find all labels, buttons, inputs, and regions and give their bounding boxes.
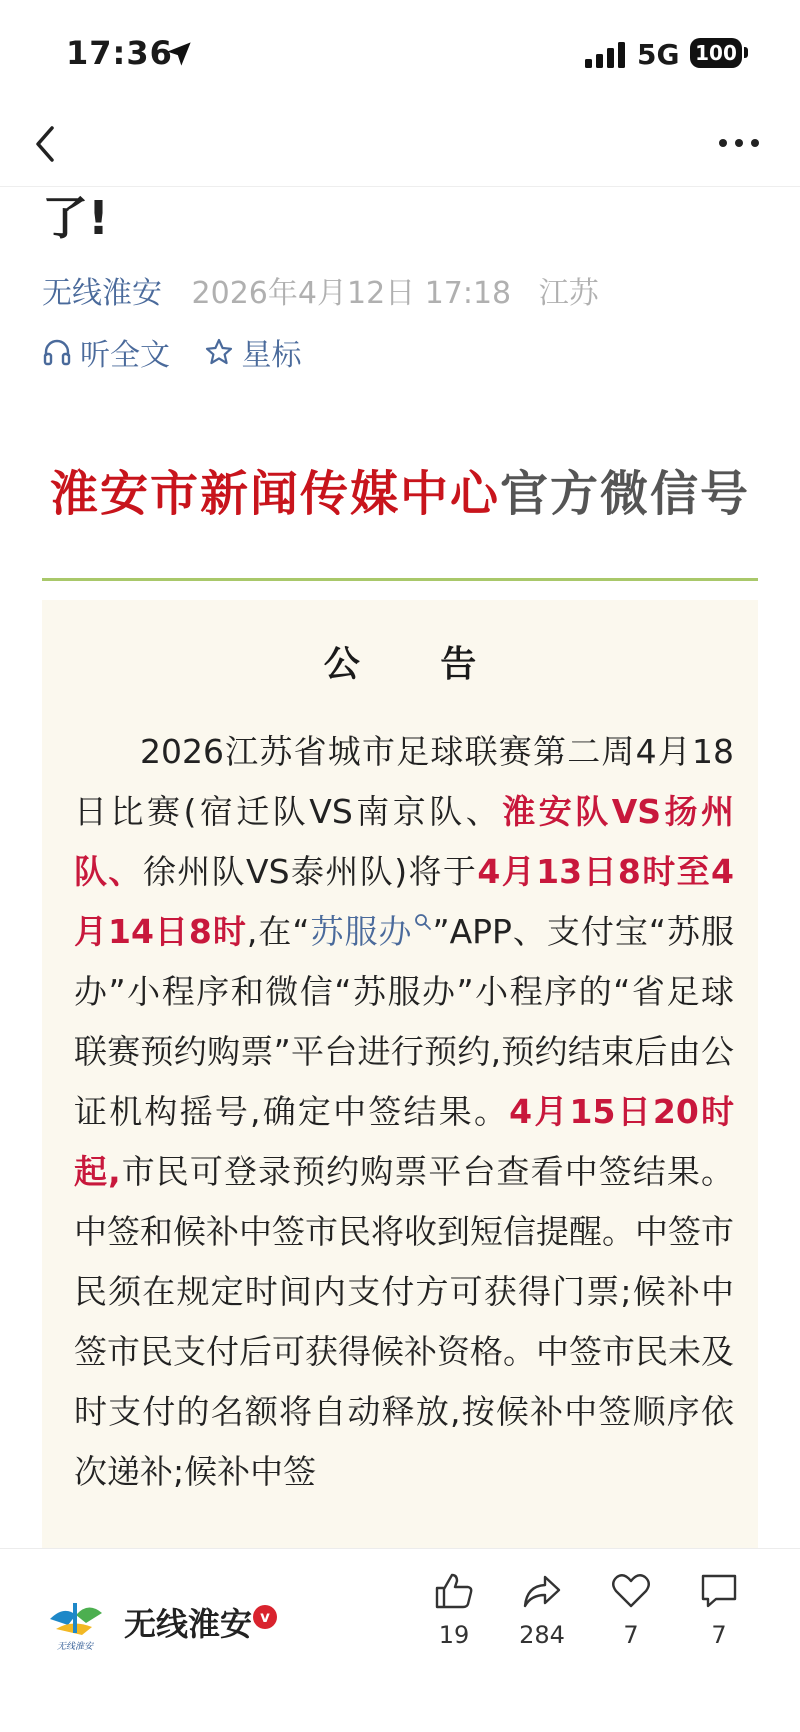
banner-suffix: 官方微信号 — [500, 466, 751, 522]
article-actions — [42, 330, 326, 375]
thumbs-up-icon — [433, 1571, 475, 1611]
account-logo[interactable] — [42, 1589, 108, 1655]
share-icon — [521, 1571, 563, 1611]
battery-icon: 100 — [690, 38, 742, 68]
article-title: 了! — [42, 191, 109, 245]
notice-text: ,在“ — [246, 912, 310, 951]
nav-bar — [0, 100, 800, 187]
status-time: 17:36 — [66, 34, 173, 72]
heart-icon — [610, 1571, 652, 1611]
notice-body — [74, 722, 734, 1502]
search-link[interactable] — [309, 912, 432, 951]
share-button[interactable] — [502, 1571, 582, 1649]
star-button[interactable] — [204, 330, 302, 374]
comment-count: 7 — [711, 1621, 727, 1649]
comment-icon — [698, 1571, 740, 1611]
notice-text: ”APP、支付宝“苏服办”小程序和微信“苏服办”小程序的“省足球联赛预约购票”平台进行预约,预约结束后由公证机构摇号,确定中签结果。 — [74, 912, 735, 1131]
signal-icon — [585, 42, 627, 68]
notice-box — [42, 600, 758, 1560]
account-link[interactable]: 无线淮安 — [42, 276, 162, 311]
listen-button[interactable] — [42, 330, 170, 374]
publish-region: 江苏 — [538, 276, 599, 311]
notice-highlight: 淮安队VS扬州队、 — [74, 792, 734, 891]
publish-date: 2026年4月12日 17:18 — [191, 276, 512, 311]
article-meta — [42, 268, 599, 312]
notice-text: 徐州队VS泰州队)将于 — [142, 852, 478, 891]
notice-text: 2026江苏省城市足球联赛第二周4月18日比赛(宿迁队VS南京队、 — [74, 732, 734, 831]
banner — [42, 455, 758, 524]
like-count: 19 — [438, 1621, 470, 1649]
banner-org: 淮安市新闻传媒中心 — [49, 466, 500, 522]
comment-button[interactable] — [679, 1571, 759, 1649]
search-icon — [414, 913, 432, 931]
favorite-button[interactable] — [591, 1571, 671, 1649]
account-name[interactable]: 无线淮安 — [124, 1605, 253, 1643]
share-count: 284 — [519, 1621, 565, 1649]
star-icon — [204, 337, 234, 367]
network-type: 5G — [637, 38, 680, 71]
divider — [42, 578, 758, 581]
notice-heading: 公 告 — [323, 644, 511, 685]
headphones-icon — [42, 337, 72, 367]
favorite-count: 7 — [623, 1621, 639, 1649]
listen-label: 听全文 — [80, 338, 170, 373]
bottom-bar — [0, 1548, 800, 1732]
notice-highlight: 4月15日20时起, — [74, 1092, 734, 1191]
location-arrow-icon — [165, 40, 193, 68]
battery-cap — [744, 47, 748, 58]
notice-highlight: 4月13日8时至4月14日8时 — [74, 852, 735, 951]
back-icon[interactable] — [28, 122, 68, 166]
like-button[interactable] — [414, 1571, 494, 1649]
star-label: 星标 — [241, 338, 302, 373]
more-icon[interactable] — [716, 128, 762, 158]
verified-badge-icon: v — [253, 1605, 277, 1629]
notice-paragraph — [74, 722, 734, 1502]
svg-text:无线淮安: 无线淮安 — [56, 1642, 94, 1652]
search-link-label: 苏服办 — [309, 912, 413, 951]
notice-text: 市民可登录预约购票平台查看中签结果。中签和候补中签市民将收到短信提醒。中签市民须在规定时间内支付方可获得门票;候补中签市民支付后可获得候补资格。中签市民未及时支付的名额将自动释放,按候补中签顺序依次递补;候补中签 — [74, 1152, 735, 1491]
status-bar — [0, 0, 800, 100]
